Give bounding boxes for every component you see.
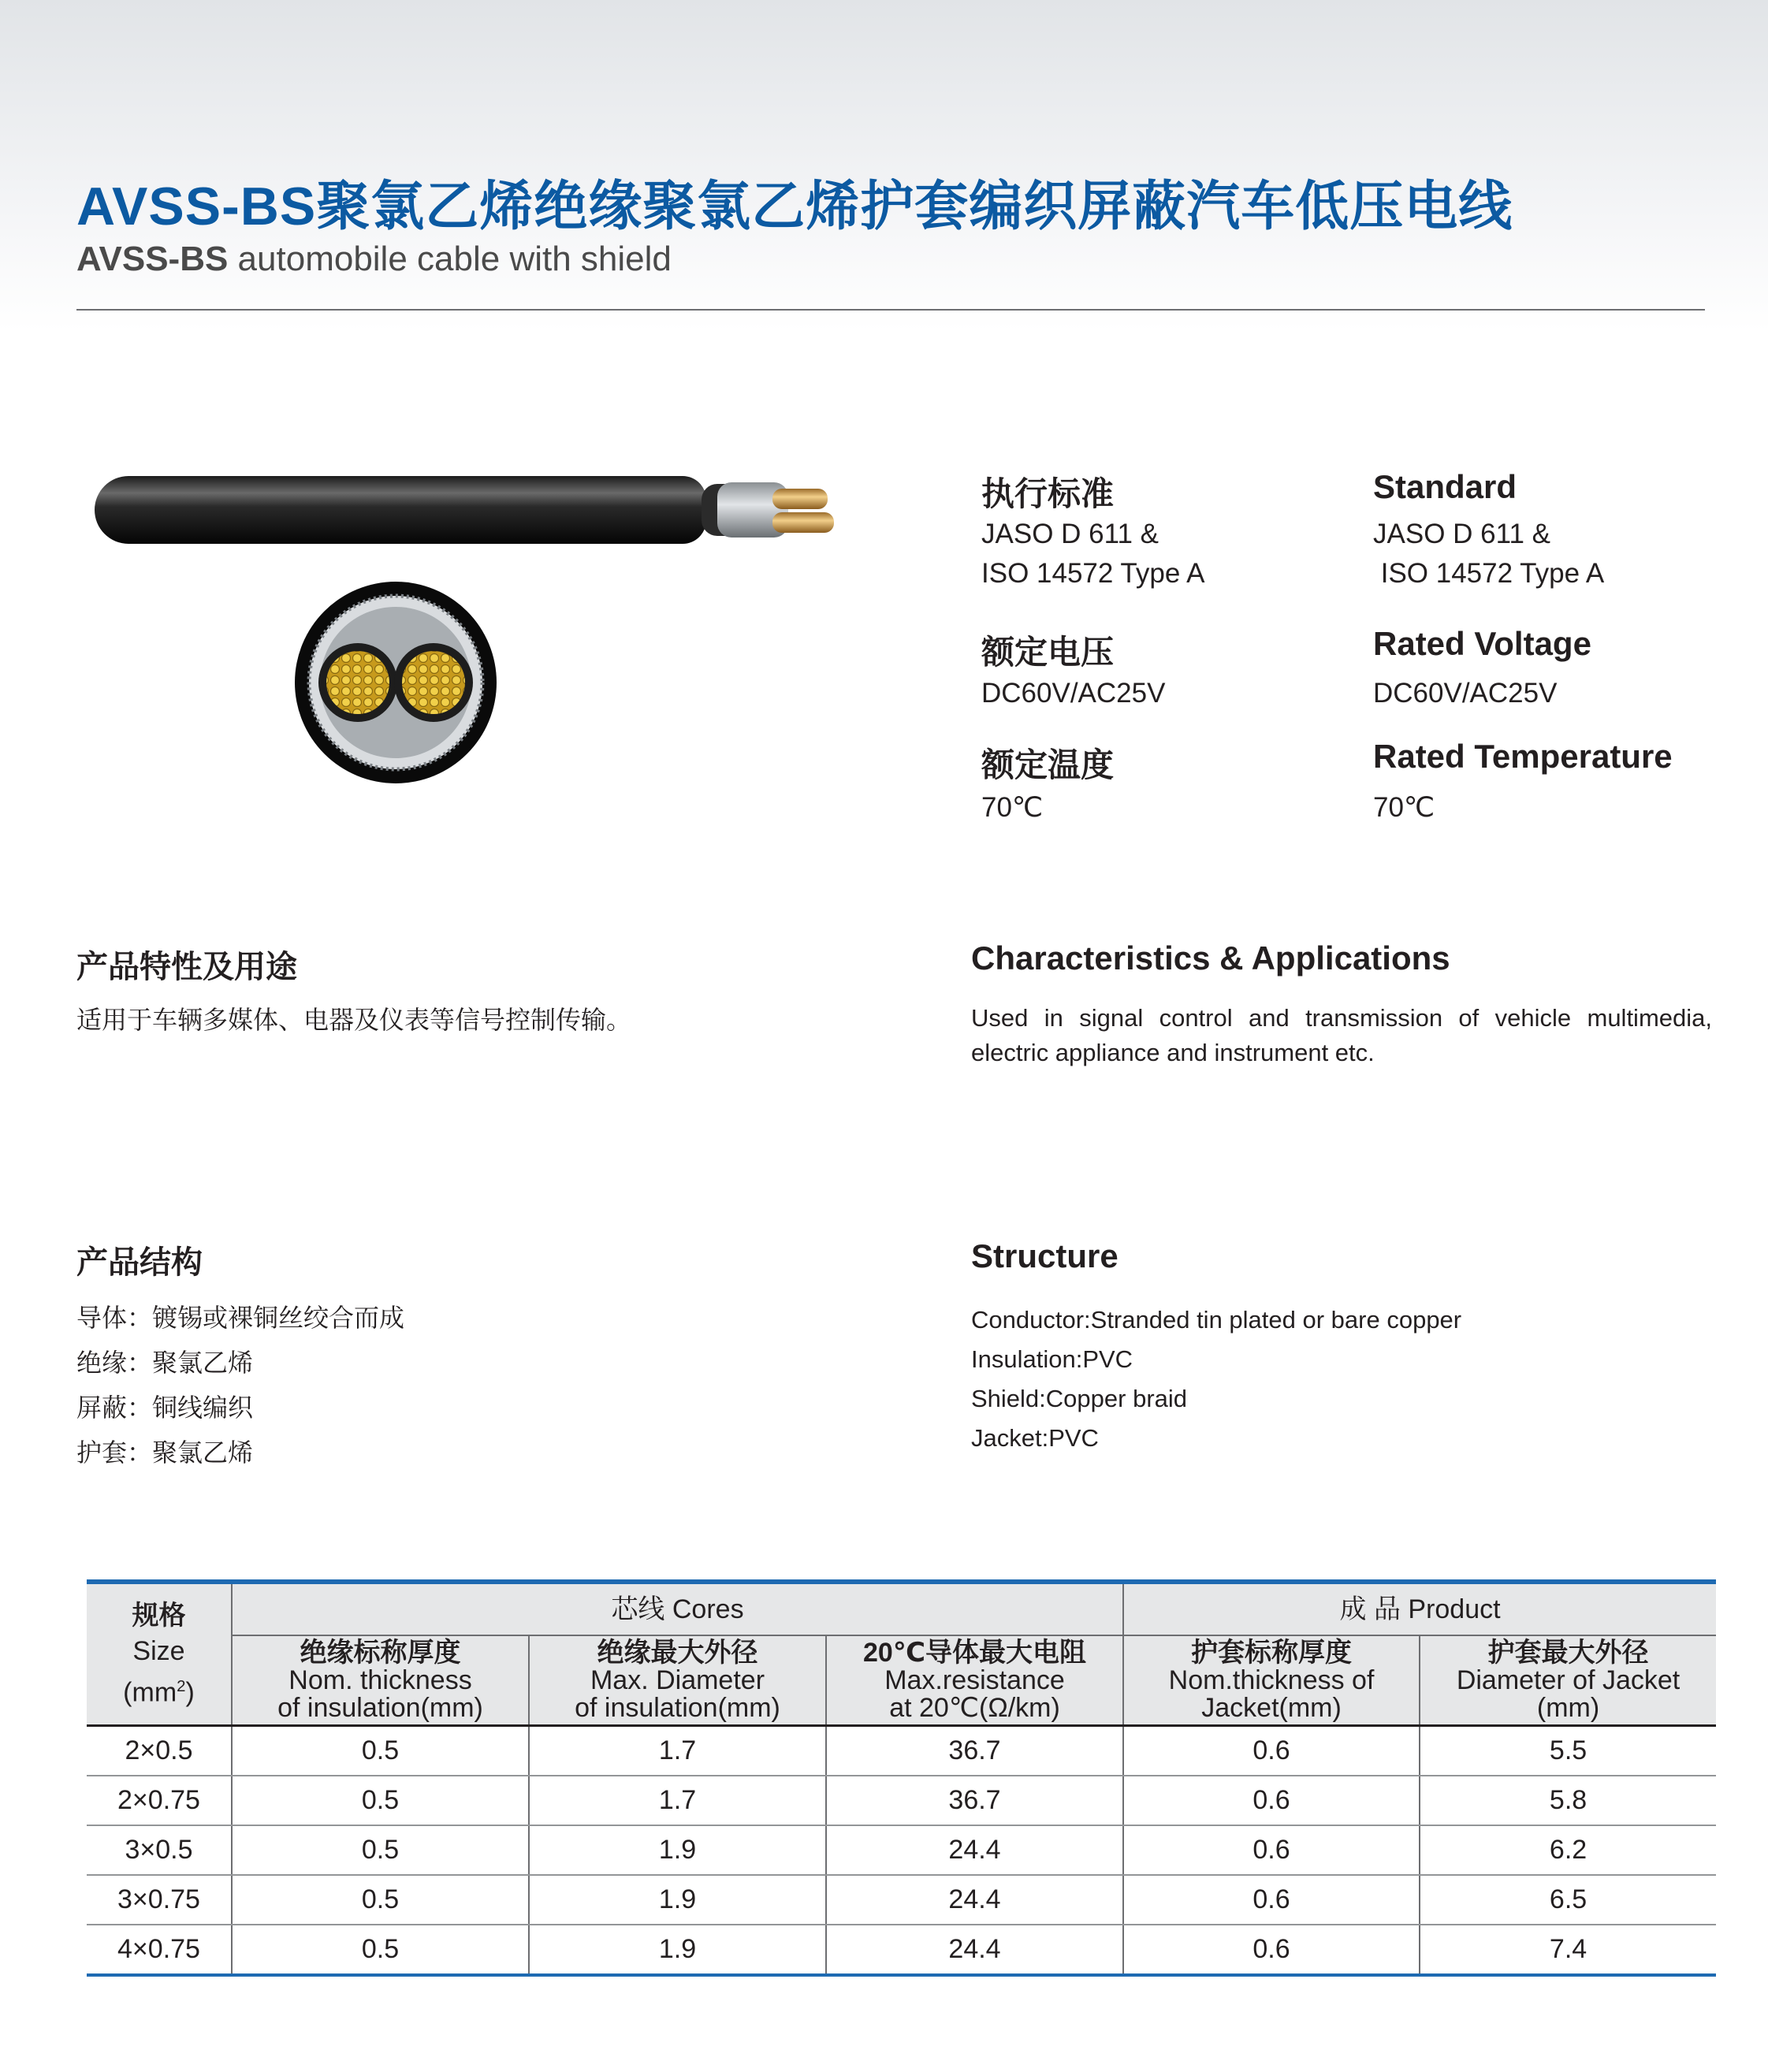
subtitle-description: automobile cable with shield <box>228 240 672 278</box>
size-header-en: Size <box>132 1635 185 1666</box>
cell-insulation-thickness: 0.5 <box>232 1925 529 1975</box>
structure-list-cn <box>76 1296 404 1475</box>
structure-heading-cn: 产品结构 <box>76 1245 203 1280</box>
structure-heading-en: Structure <box>971 1237 1118 1274</box>
cell-size: 2×0.5 <box>87 1726 232 1776</box>
structure-item-conductor-en: Conductor:Stranded tin plated or bare copper <box>971 1306 1462 1334</box>
size-header-cn: 规格 <box>132 1600 186 1631</box>
temperature-value-cn: 70℃ <box>981 792 1044 823</box>
cell-conductor-resistance: 24.4 <box>826 1925 1123 1975</box>
structure-list-en <box>971 1300 1461 1458</box>
standard-value-cn-line1: JASO D 611 & <box>981 519 1159 549</box>
cell-jacket-diameter: 5.8 <box>1420 1776 1716 1825</box>
page-subtitle <box>76 240 672 279</box>
cell-insulation-diameter: 1.7 <box>529 1726 826 1776</box>
structure-item-insulation-cn: 绝缘：聚氯乙烯 <box>76 1348 254 1377</box>
col-header-jacket-thickness: 护套标称厚度 Nom.thickness of Jacket(mm) <box>1123 1635 1420 1726</box>
table-row <box>87 1875 1716 1925</box>
size-header-unit: $(mm^2)$ <box>123 1677 195 1708</box>
cell-jacket-thickness: 0.6 <box>1123 1875 1420 1925</box>
applications-heading-cn: 产品特性及用途 <box>76 950 297 984</box>
standard-label-en: Standard <box>1373 468 1517 505</box>
cell-insulation-thickness: 0.5 <box>232 1776 529 1825</box>
cell-conductor-resistance: 36.7 <box>826 1726 1123 1776</box>
voltage-label-en: Rated Voltage <box>1373 625 1591 662</box>
structure-item-jacket-en: Jacket:PVC <box>971 1424 1099 1452</box>
table-header-row-groups <box>87 1582 1716 1635</box>
table-row <box>87 1726 1716 1776</box>
cell-jacket-diameter: 7.4 <box>1420 1925 1716 1975</box>
cell-insulation-thickness: 0.5 <box>232 1726 529 1776</box>
size-header <box>87 1582 232 1726</box>
cell-insulation-thickness: 0.5 <box>232 1875 529 1925</box>
cell-size: 4×0.75 <box>87 1925 232 1975</box>
page-title: AVSS-BS聚氯乙烯绝缘聚氯乙烯护套编织屏蔽汽车低压电线 <box>76 177 1513 236</box>
subtitle-model: AVSS-BS <box>76 240 229 278</box>
applications-text-cn: 适用于车辆多媒体、电器及仪表等信号控制传输。 <box>76 1006 632 1034</box>
col-header-insulation-thickness: 绝缘标称厚度 Nom. thickness of insulation(mm) <box>232 1635 529 1726</box>
cell-jacket-thickness: 0.6 <box>1123 1825 1420 1875</box>
col-header-conductor-resistance: 20℃导体最大电阻 Max.resistance at 20℃(Ω/km) <box>826 1635 1123 1726</box>
col-header-insulation-diameter: 绝缘最大外径 Max. Diameter of insulation(mm) <box>529 1635 826 1726</box>
header-divider <box>76 309 1705 311</box>
cell-size: 3×0.5 <box>87 1825 232 1875</box>
col-header-jacket-diameter: 护套最大外径 Diameter of Jacket (mm) <box>1420 1635 1716 1726</box>
cell-insulation-diameter: 1.9 <box>529 1875 826 1925</box>
cell-conductor-resistance: 24.4 <box>826 1875 1123 1925</box>
cell-size: 3×0.75 <box>87 1875 232 1925</box>
cell-conductor-resistance: 24.4 <box>826 1825 1123 1875</box>
cell-jacket-thickness: 0.6 <box>1123 1776 1420 1825</box>
cell-jacket-thickness: 0.6 <box>1123 1726 1420 1776</box>
temperature-label-en: Rated Temperature <box>1373 738 1673 775</box>
table-row <box>87 1776 1716 1825</box>
cell-insulation-diameter: 1.7 <box>529 1776 826 1825</box>
applications-heading-en: Characteristics & Applications <box>971 939 1450 976</box>
voltage-label-cn: 额定电压 <box>981 634 1115 671</box>
cable-side-view <box>95 476 834 544</box>
applications-text-en: Used in signal control and transmission of vehicle multimedia, electric appliance and instrument etc. <box>971 1004 1712 1066</box>
cell-jacket-diameter: 6.2 <box>1420 1825 1716 1875</box>
cell-jacket-diameter: 5.5 <box>1420 1726 1716 1776</box>
spec-table <box>87 1579 1716 1977</box>
voltage-value-en: DC60V/AC25V <box>1373 678 1558 709</box>
product-group-header: 成 品 Product <box>1123 1582 1716 1635</box>
cell-conductor-resistance: 36.7 <box>826 1776 1123 1825</box>
cell-jacket-diameter: 6.5 <box>1420 1875 1716 1925</box>
cell-insulation-diameter: 1.9 <box>529 1925 826 1975</box>
structure-item-shield-en: Shield:Copper braid <box>971 1385 1188 1412</box>
standard-label-cn: 执行标准 <box>981 475 1115 512</box>
standard-value-en-line1: JASO D 611 & <box>1373 519 1551 549</box>
table-row <box>87 1825 1716 1875</box>
structure-item-insulation-en: Insulation:PVC <box>971 1345 1133 1373</box>
temperature-value-en: 70℃ <box>1373 792 1435 823</box>
standard-value-en-line2: ISO 14572 Type A <box>1373 558 1605 589</box>
structure-item-shield-cn: 屏蔽：铜线编织 <box>76 1393 254 1422</box>
cell-jacket-thickness: 0.6 <box>1123 1925 1420 1975</box>
cable-cross-section <box>295 582 497 783</box>
cable-illustration <box>87 465 859 796</box>
table-header-row-columns <box>87 1635 1716 1726</box>
structure-item-conductor-cn: 导体：镀锡或裸铜丝绞合而成 <box>76 1304 405 1332</box>
cell-insulation-thickness: 0.5 <box>232 1825 529 1875</box>
table-row <box>87 1925 1716 1975</box>
cell-size: 2×0.75 <box>87 1776 232 1825</box>
structure-item-jacket-cn: 护套：聚氯乙烯 <box>76 1438 254 1467</box>
cores-group-header: 芯线 Cores <box>232 1582 1123 1635</box>
standard-value-cn-line2: ISO 14572 Type A <box>981 558 1205 589</box>
temperature-label-cn: 额定温度 <box>981 746 1115 783</box>
voltage-value-cn: DC60V/AC25V <box>981 678 1166 709</box>
cell-insulation-diameter: 1.9 <box>529 1825 826 1875</box>
